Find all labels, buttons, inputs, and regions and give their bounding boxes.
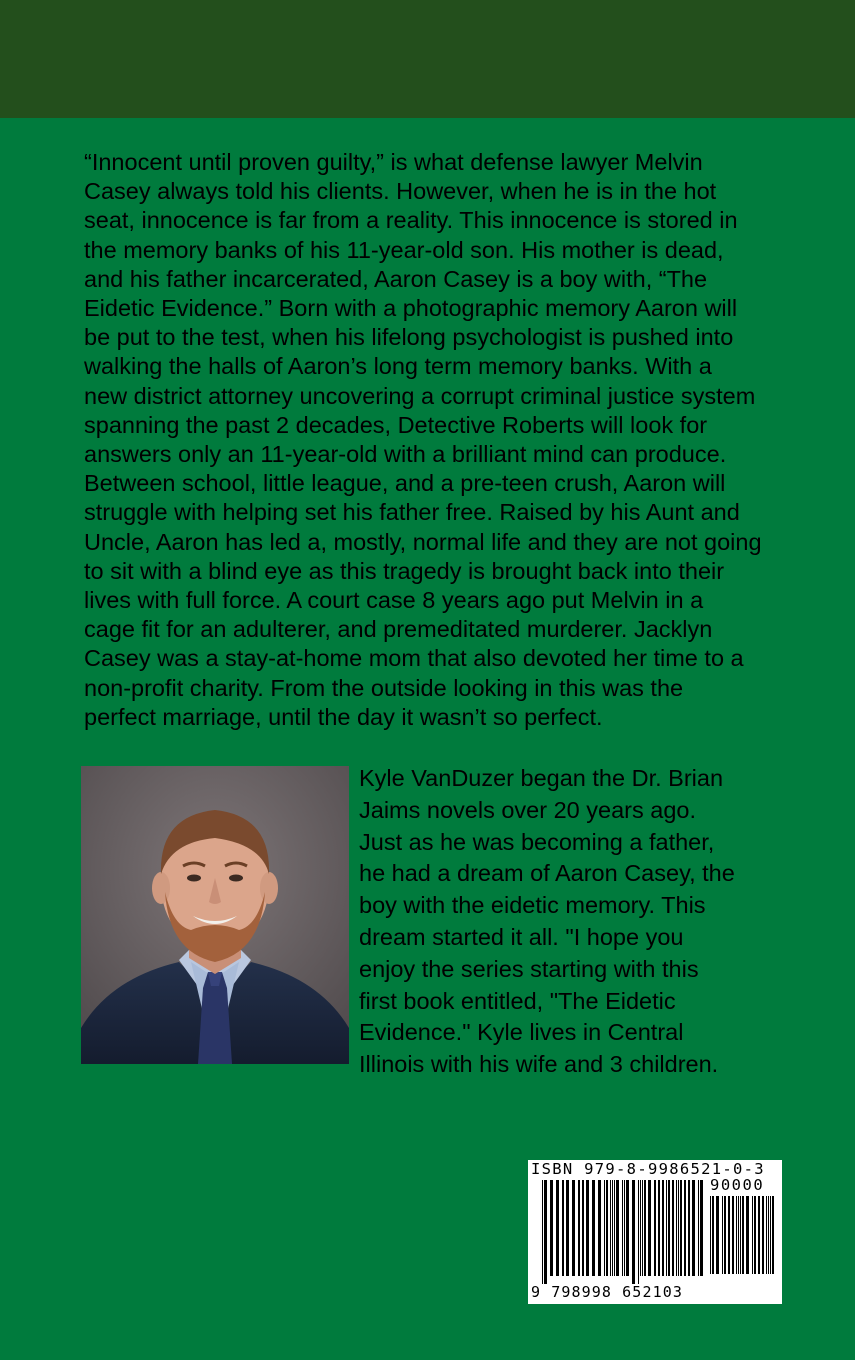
barcode-bar: [762, 1196, 764, 1274]
barcode-bar: [712, 1196, 714, 1274]
barcode-bar: [742, 1196, 744, 1274]
barcode-bar: [644, 1180, 646, 1276]
ean-barcode-bars: [542, 1180, 707, 1284]
barcode-bar: [662, 1180, 664, 1276]
synopsis-line: perfect marriage, until the day it wasn’t so perfect.: [84, 703, 603, 730]
synopsis-line: spanning the past 2 decades, Detective Roberts will look for: [84, 411, 708, 438]
barcode-bar: [648, 1180, 651, 1276]
synopsis-line: Eidetic Evidence.” Born with a photographic memory Aaron will: [84, 295, 738, 322]
barcode-bar: [724, 1196, 726, 1274]
synopsis-line: new district attorney uncovering a corrupt criminal justice system: [84, 382, 756, 409]
bio-line: Kyle VanDuzer began the Dr. Brian: [359, 765, 724, 791]
barcode-bar: [556, 1180, 559, 1276]
barcode-bar: [672, 1180, 674, 1276]
synopsis-line: lives with full force. A court case 8 years ago put Melvin in a: [84, 587, 704, 614]
ean-digits: 9 798998 652103: [531, 1283, 683, 1301]
bio-line: Illinois with his wife and 3 children.: [359, 1051, 719, 1078]
bio-line: Jaims novels over 20 years ago.: [359, 796, 696, 823]
barcode-bar: [614, 1180, 615, 1276]
barcode-bar: [658, 1180, 660, 1276]
barcode-bar: [736, 1196, 737, 1274]
barcode-bar: [700, 1180, 703, 1276]
synopsis-line: be put to the test, when his lifelong psychologist is pushed into: [84, 324, 734, 351]
synopsis-line: non-profit charity. From the outside looking in this was the: [84, 674, 684, 701]
bio-line: dream started it all. "I hope you: [359, 923, 684, 950]
synopsis-line: to sit with a blind eye as this tragedy is brought back into their: [84, 557, 725, 584]
barcode-bar: [768, 1196, 769, 1274]
barcode-bar: [616, 1180, 619, 1276]
barcode-bar: [732, 1196, 734, 1274]
bio-line: Evidence." Kyle lives in Central: [359, 1019, 684, 1046]
barcode-bar: [604, 1180, 605, 1276]
barcode-bar: [692, 1180, 695, 1276]
barcode-bar: [668, 1180, 670, 1276]
barcode-bar: [770, 1196, 771, 1274]
author-photo: [81, 766, 349, 1064]
barcode-bar: [772, 1196, 774, 1274]
barcode-bar: [624, 1180, 625, 1276]
synopsis-text: [84, 148, 814, 732]
addon-barcode-bars: [710, 1196, 776, 1282]
isbn-label: ISBN 979-8-9986521-0-3: [531, 1160, 765, 1178]
barcode-bar: [716, 1196, 719, 1274]
barcode-bar: [752, 1196, 753, 1274]
barcode-bar: [550, 1180, 553, 1276]
barcode-bar: [654, 1180, 656, 1276]
barcode-bar: [746, 1196, 749, 1274]
barcode-bar: [592, 1180, 595, 1276]
barcode-bar: [688, 1180, 690, 1276]
barcode-bar: [582, 1180, 584, 1276]
barcode-bar: [586, 1180, 589, 1276]
synopsis-line: cage fit for an adulterer, and premeditated murderer. Jacklyn: [84, 616, 713, 643]
author-bio: [359, 763, 829, 1081]
barcode-bar: [710, 1196, 711, 1274]
barcode-bar: [740, 1196, 741, 1274]
barcode-bar: [632, 1180, 635, 1284]
barcode-bar: [572, 1180, 575, 1276]
synopsis-line: Casey always told his clients. However, when he is in the hot: [84, 178, 717, 205]
synopsis-line: Casey was a stay-at-home mom that also devoted her time to a: [84, 645, 744, 672]
barcode-bar: [728, 1196, 730, 1274]
barcode-bar: [666, 1180, 667, 1276]
barcode-bar: [626, 1180, 629, 1276]
bio-line: boy with the eidetic memory. This: [359, 892, 706, 919]
barcode-bar: [610, 1180, 611, 1276]
barcode-bar: [758, 1196, 760, 1274]
top-color-band: [0, 0, 855, 118]
bio-line: enjoy the series starting with this: [359, 955, 699, 982]
price-code: 90000: [710, 1176, 765, 1194]
synopsis-line: struggle with helping set his father free. Raised by his Aunt and: [84, 499, 740, 526]
isbn-barcode: [528, 1160, 782, 1304]
barcode-bar: [598, 1180, 601, 1276]
bio-line: he had a dream of Aaron Casey, the: [359, 860, 735, 887]
barcode-bar: [622, 1180, 623, 1276]
barcode-bar: [638, 1180, 639, 1284]
barcode-bar: [754, 1196, 756, 1274]
barcode-bar: [562, 1180, 564, 1276]
barcode-bar: [680, 1180, 682, 1276]
barcode-bar: [676, 1180, 677, 1276]
barcode-bar: [698, 1180, 699, 1276]
barcode-bar: [612, 1180, 613, 1276]
synopsis-line: Uncle, Aaron has led a, mostly, normal life and they are not going: [84, 528, 762, 555]
synopsis-line: “Innocent until proven guilty,” is what defense lawyer Melvin: [84, 149, 703, 175]
barcode-bar: [722, 1196, 723, 1274]
barcode-bar: [766, 1196, 767, 1274]
barcode-bar: [642, 1180, 643, 1276]
barcode-bar: [738, 1196, 739, 1274]
synopsis-line: walking the halls of Aaron’s long term memory banks. With a: [84, 353, 712, 380]
synopsis-line: answers only an 11-year-old with a brilliant mind can produce.: [84, 441, 727, 468]
barcode-bar: [544, 1180, 547, 1284]
barcode-bar: [606, 1180, 608, 1276]
barcode-bar: [578, 1180, 580, 1276]
barcode-bar: [542, 1180, 543, 1284]
bio-line: first book entitled, "The Eidetic: [359, 987, 676, 1014]
barcode-bar: [678, 1180, 679, 1276]
synopsis-line: the memory banks of his 11-year-old son. His mother is dead,: [84, 236, 724, 263]
barcode-bar: [640, 1180, 641, 1276]
synopsis-line: seat, innocence is far from a reality. This innocence is stored in: [84, 207, 738, 234]
barcode-bar: [566, 1180, 569, 1276]
synopsis-line: Between school, little league, and a pre-teen crush, Aaron will: [84, 470, 726, 497]
synopsis-line: and his father incarcerated, Aaron Casey is a boy with, “The: [84, 265, 708, 292]
barcode-bar: [684, 1180, 686, 1276]
bio-line: Just as he was becoming a father,: [359, 828, 715, 855]
